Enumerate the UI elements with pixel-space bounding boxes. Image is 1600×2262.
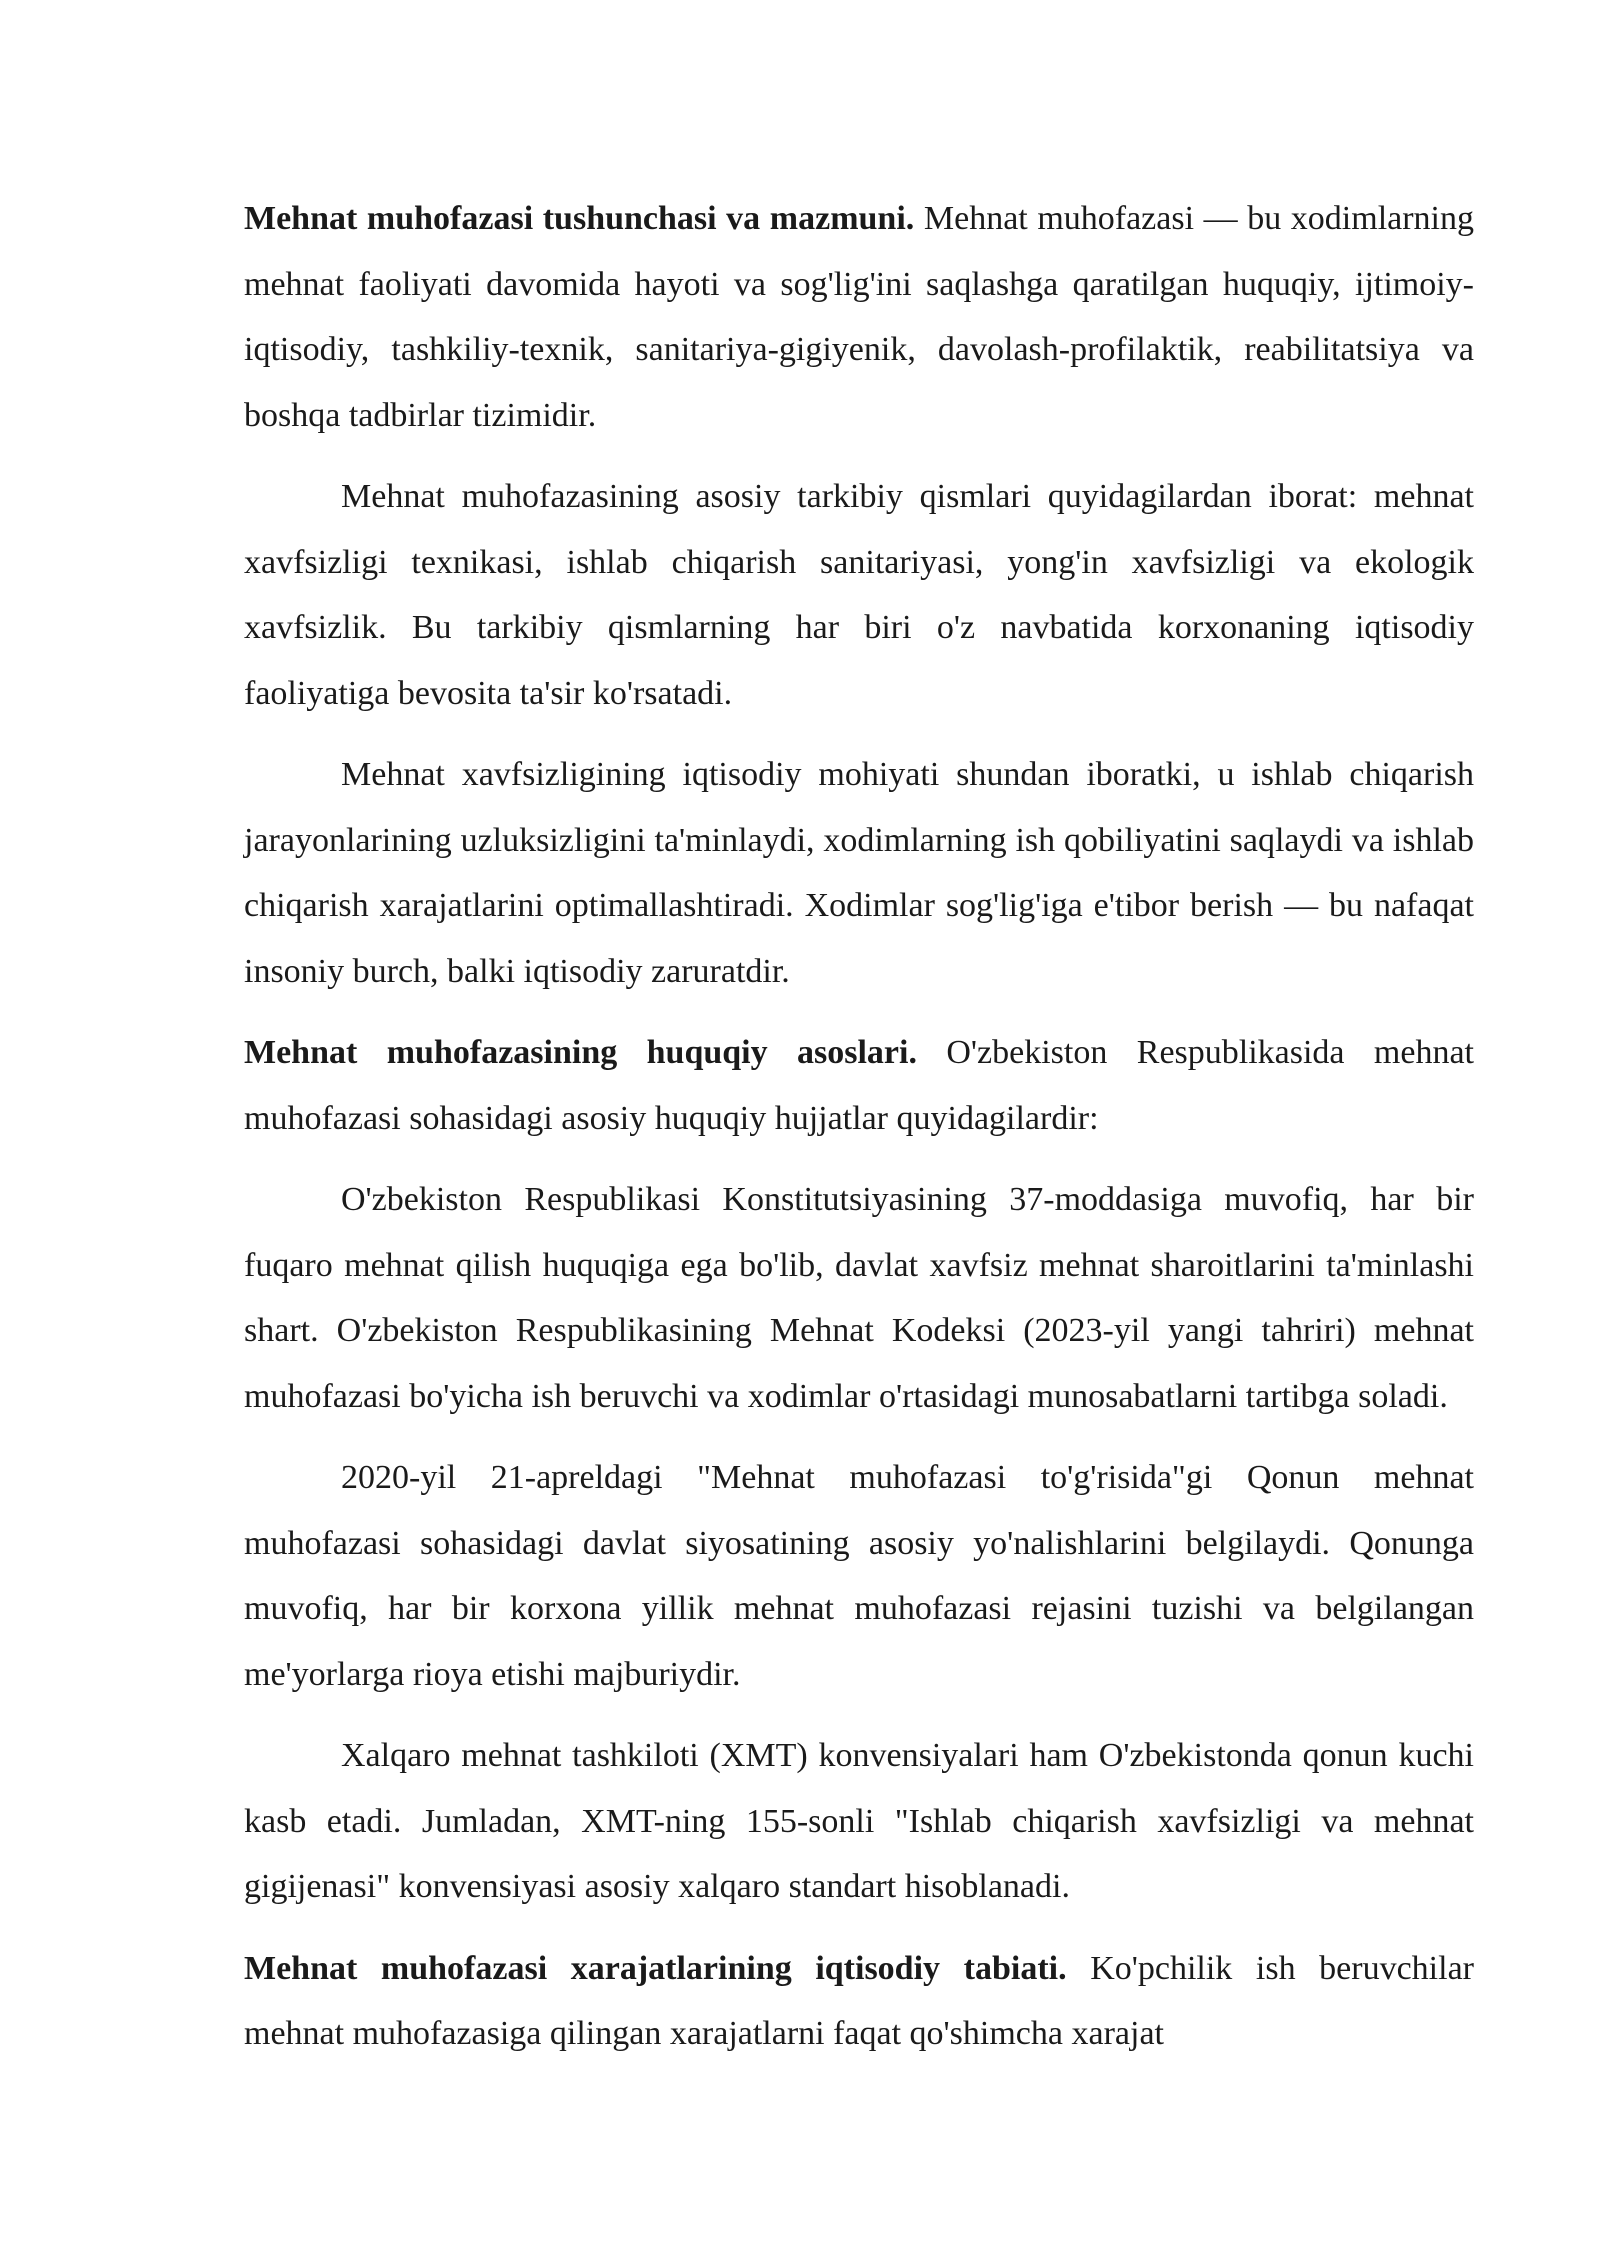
section-2-lead-text: O'zbekiston Respublikasida mehnat muhofazasi sohasidagi asosiy huquqiy hujjatlar quyidagilardir: — [244, 1034, 1474, 1137]
section-1-paragraph-1: Mehnat muhofazasining asosiy tarkibiy qismlari quyidagilardan iborat: mehnat xavfsizligi texnikasi, ishlab chiqarish sanitariyasi, yong'in xavfsizligi va ekologik xavfsizlik. Bu tarkibiy qismlarning har biri o'z navbatida korxonaning iqtisodiy faoliyatiga bevosita ta'sir ko'rsatadi. — [244, 478, 1474, 712]
section-2-paragraph-1: O'zbekiston Respublikasi Konstitutsiyasining 37-moddasiga muvofiq, har bir fuqaro mehnat qilish huquqiga ega bo'lib, davlat xavfsiz mehnat sharoitlarini ta'minlashi shart. O'zbekiston Respublikasining Mehnat Kodeksi (2023-yil yangi tahriri) mehnat muhofazasi bo'yicha ish beruvchi va xodimlar o'rtasidagi munosabatlarni tartibga soladi. — [244, 1181, 1474, 1415]
section-1-lead-text: Mehnat muhofazasi — bu xodimlarning mehnat faoliyati davomida hayoti va sog'lig'ini saqlashga qaratilgan huquqiy, ijtimoiy-iqtisodiy, tashkiliy-texnik, sanitariya-gigiyenik, davolash-profilaktik, reabilitatsiya va boshqa tadbirlar tizimidir. — [244, 200, 1475, 434]
section-3-lead-text: Ko'pchilik ish beruvchilar mehnat muhofazasiga qilingan xarajatlarni faqat qo'shimcha xarajat — [244, 1949, 1474, 2052]
document-page — [244, 186, 1474, 2083]
section-1-paragraph-2: Mehnat xavfsizligining iqtisodiy mohiyati shundan iboratki, u ishlab chiqarish jarayonlarining uzluksizligini ta'minlaydi, xodimlarning ish qobiliyatini saqlaydi va ishlab chiqarish xarajatlarini optimallashtiradi. Xodimlar sog'lig'iga e'tibor berish — bu nafaqat insoniy burch, balki iqtisodiy zaruratdir. — [244, 756, 1474, 990]
section-2-paragraph-3: Xalqaro mehnat tashkiloti (XMT) konvensiyalari ham O'zbekistonda qonun kuchi kasb etadi. Jumladan, XMT-ning 155-sonli "Ishlab chiqarish xavfsizligi va mehnat gigijenasi" konvensiyasi asosiy xalqaro standart hisoblanadi. — [244, 1737, 1474, 1905]
section-3-intro-paragraph — [244, 1936, 1474, 2067]
section-1-intro-paragraph — [244, 186, 1474, 448]
section-2-heading: Mehnat muhofazasining huquqiy asoslari. — [244, 1034, 917, 1071]
section-2-paragraph-2: 2020-yil 21-apreldagi "Mehnat muhofazasi to'g'risida"gi Qonun mehnat muhofazasi sohasidagi davlat siyosatining asosiy yo'nalishlarini belgilaydi. Qonunga muvofiq, har bir korxona yillik mehnat muhofazasi rejasini tuzishi va belgilangan me'yorlarga rioya etishi majburiydir. — [244, 1459, 1474, 1693]
section-2-intro-paragraph — [244, 1020, 1474, 1151]
section-3-heading: Mehnat muhofazasi xarajatlarining iqtisodiy tabiati. — [244, 1949, 1067, 1987]
section-1-heading: Mehnat muhofazasi tushunchasi va mazmuni. — [244, 200, 915, 237]
